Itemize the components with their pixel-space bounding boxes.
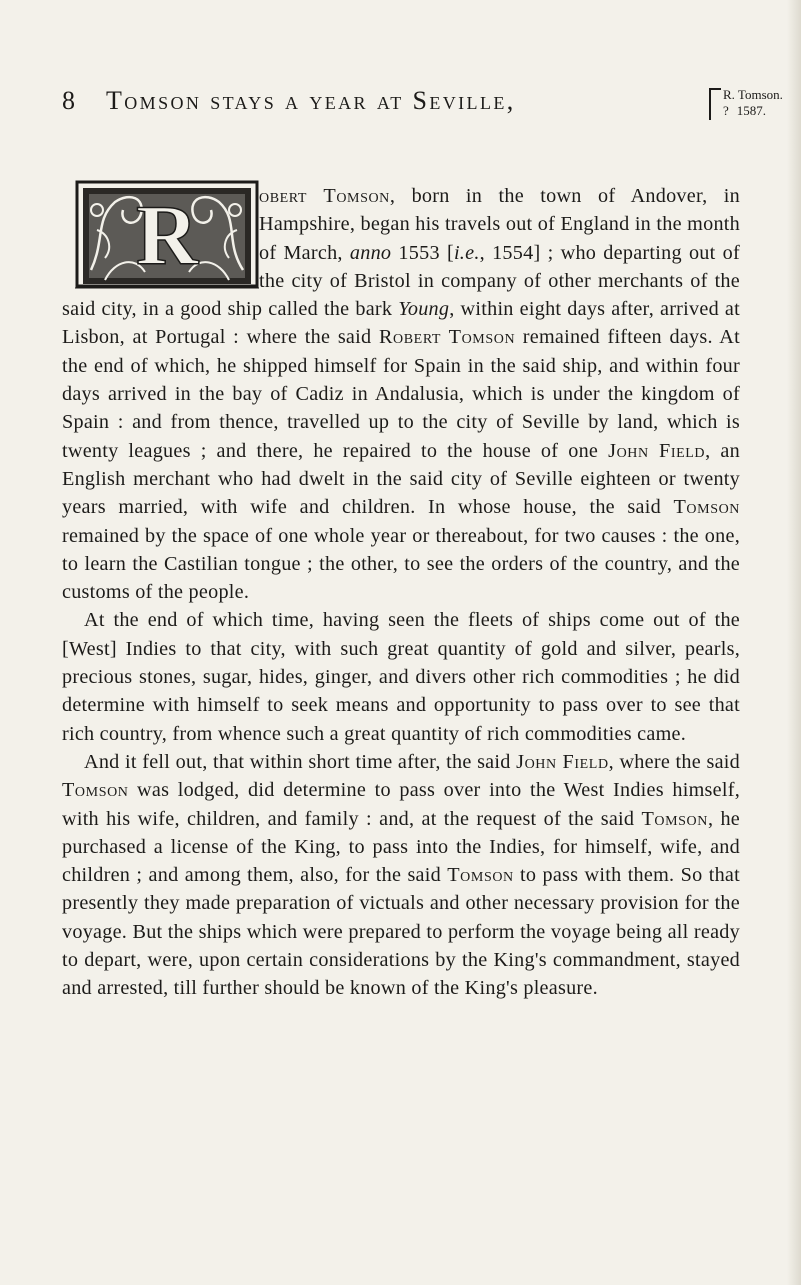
running-title: Tomson stays a year at Seville,: [106, 86, 516, 115]
page-number: 8: [62, 86, 75, 115]
margin-note-year: [723, 103, 766, 118]
name-tomson: Tomson: [641, 807, 708, 830]
paragraph-3: And it fell out, that within short time after, the said John Field, where the said Tomson was lodged, did determine to pass over into the West Indies himself, with his wife, children, and family : and, at the request of the said Tomson, he purchased a license of the King, to pass into the Indies, for himself, wife, and children ; and among them, also, for the said Tomson to pass with them. So that presently they made preparation of victuals and other necessary provision for the voyage. But the ships which were prepared to perform the voyage being all ready to depart, were, upon certain considerations by the King's commandment, stayed and arrested, till further should be known of the King's pleasure.: [62, 750, 740, 1000]
name-robert-tomson: Robert Tomson: [378, 326, 516, 349]
margin-note: [709, 86, 789, 120]
margin-note-mark: ?: [723, 103, 729, 118]
name-john-field: John Field: [516, 750, 609, 773]
name-tomson: Tomson: [62, 779, 129, 802]
paragraph-1: obert Tomson, born in the town of Andover, in Hampshire, began his travels out of England in the month of March, anno 1553 [i.e., 1554] ; who departing out of the city of Bristol in company of other merchants of the said city, in a good ship called the bark Young, within eight days after, arrived at Lisbon, at Portugal : where the said Robert Tomson remained fifteen days. At the end of which, he shipped himself for Spain in the said ship, and within four days arrived in the bay of Cadiz in Andalusia, which is under the kingdom of Spain : and from thence, travelled up to the city of Seville by land, which is twenty leagues ; and there, he repaired to the house of one John Field, an English merchant who had dwelt in the said city of Seville eighteen or twenty years married, with wife and children. In whose house, the said Tomson remained by the space of one whole year or thereabout, for two causes : the one, to learn the Castilian tongue ; the other, to see the orders of the country, and the customs of the people.: [62, 182, 740, 606]
name-tomson: Tomson: [673, 496, 740, 519]
body-text: [62, 182, 740, 1003]
running-head: [60, 84, 783, 124]
ie: i.e.: [453, 241, 480, 264]
anno: anno: [349, 241, 392, 264]
ship-name: Young: [398, 298, 450, 321]
margin-note-date: 1587.: [736, 103, 767, 118]
paragraph-2: At the end of which time, having seen the fleets of ships come out of the [West] Indies to that city, with such great quantity of gold and silver, pearls, precious stones, sugar, hides, ginger, and divers other rich commodities ; he did determine with himself to seek means and opportunity to pass over to see that rich country, from whence such a great quantity of rich commodities came.: [62, 609, 740, 745]
binding-shadow: [787, 0, 801, 1285]
initial-space: [62, 182, 259, 288]
name-tomson: Tomson: [447, 864, 514, 887]
svg-text:R: R: [135, 187, 199, 283]
opening-name: obert Tomson: [259, 185, 390, 207]
bracket-mark: [709, 88, 721, 120]
margin-note-author: R. Tomson.: [723, 87, 783, 102]
name-john-field: John Field: [608, 439, 706, 462]
